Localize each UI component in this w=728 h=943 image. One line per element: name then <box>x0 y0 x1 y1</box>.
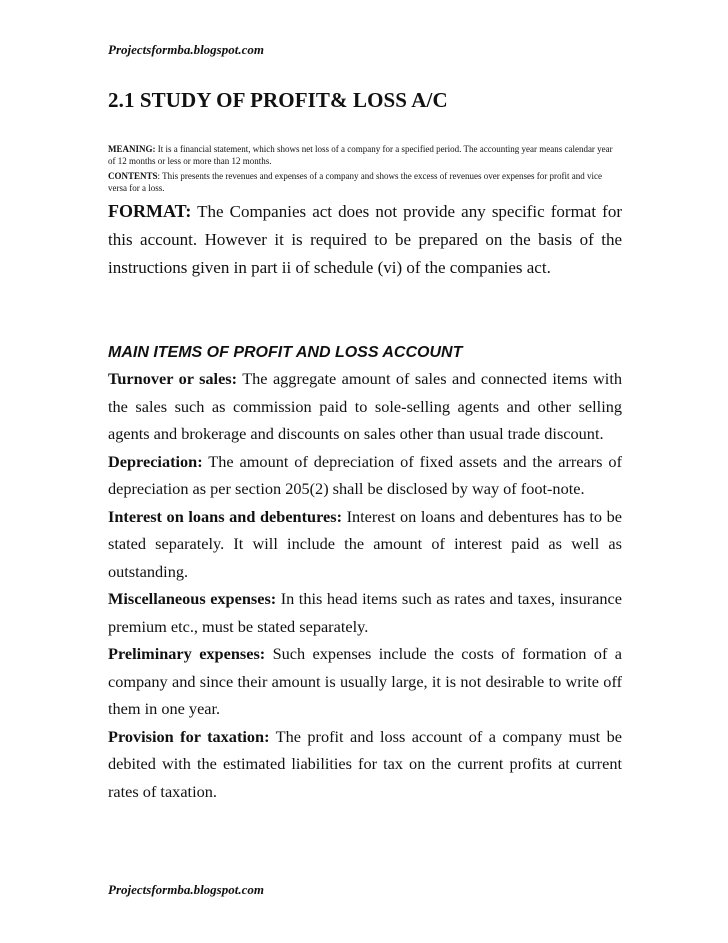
meaning-paragraph <box>108 143 622 167</box>
contents-text: : This presents the revenues and expenses of a company and shows the excess of revenues over expenses for profit and vice versa for a loss. <box>108 171 602 193</box>
item-text: The aggregate amount of sales and connected items with the sales such as commission paid to sole-selling agents and other selling agents and brokerage and discounts on sales other than usual trade discount. <box>108 369 622 443</box>
format-paragraph <box>108 197 622 282</box>
contents-label: CONTENTS <box>108 171 158 181</box>
item-text: The profit and loss account of a company must be debited with the estimated liabilities for tax on the current profits at current rates of taxation. <box>108 726 622 801</box>
header-site: Projectsformba.blogspot.com <box>108 42 264 57</box>
contents-paragraph <box>108 170 622 194</box>
format-text: The Companies act does not provide any specific format for this account. However it is required to be prepared on the basis of the instructions given in part ii of schedule (vi) of the companies act. <box>108 202 622 277</box>
meaning-text: It is a financial statement, which shows net loss of a company for a specified period. The accounting year means calendar year of 12 months or less or more than 12 months. <box>108 144 613 166</box>
list-item <box>108 448 622 503</box>
list-item <box>108 585 622 640</box>
item-label: Turnover or sales: <box>108 369 238 388</box>
item-label: Preliminary expenses: <box>108 644 266 663</box>
page-title: 2.1 STUDY OF PROFIT& LOSS A/C <box>108 88 448 112</box>
item-label: Provision for taxation: <box>108 726 270 746</box>
format-label: FORMAT: <box>108 201 192 221</box>
list-item <box>108 723 622 806</box>
item-label: Interest on loans and debentures: <box>108 506 342 526</box>
item-label: Miscellaneous expenses: <box>108 589 277 608</box>
item-text: Interest on loans and debentures has to be stated separately. It will include the amount of interest paid as well as outstanding. <box>108 506 623 581</box>
list-item <box>108 503 622 586</box>
item-text: In this head items such as rates and taxes, insurance premium etc., must be stated separately. <box>108 589 622 636</box>
meaning-label: MEANING: <box>108 144 156 154</box>
item-text: Such expenses include the costs of formation of a company and since their amount is usually large, it is not desirable to write off them in one year. <box>108 644 622 718</box>
items-list <box>108 365 622 805</box>
item-text: The amount of depreciation of fixed assets and the arrears of depreciation as per section 205(2) shall be disclosed by way of foot-note. <box>108 451 622 498</box>
footer-site: Projectsformba.blogspot.com <box>108 882 264 897</box>
list-item <box>108 640 622 723</box>
list-item <box>108 365 622 448</box>
item-label: Depreciation: <box>108 451 203 471</box>
section-heading: MAIN ITEMS OF PROFIT AND LOSS ACCOUNT <box>108 344 463 361</box>
